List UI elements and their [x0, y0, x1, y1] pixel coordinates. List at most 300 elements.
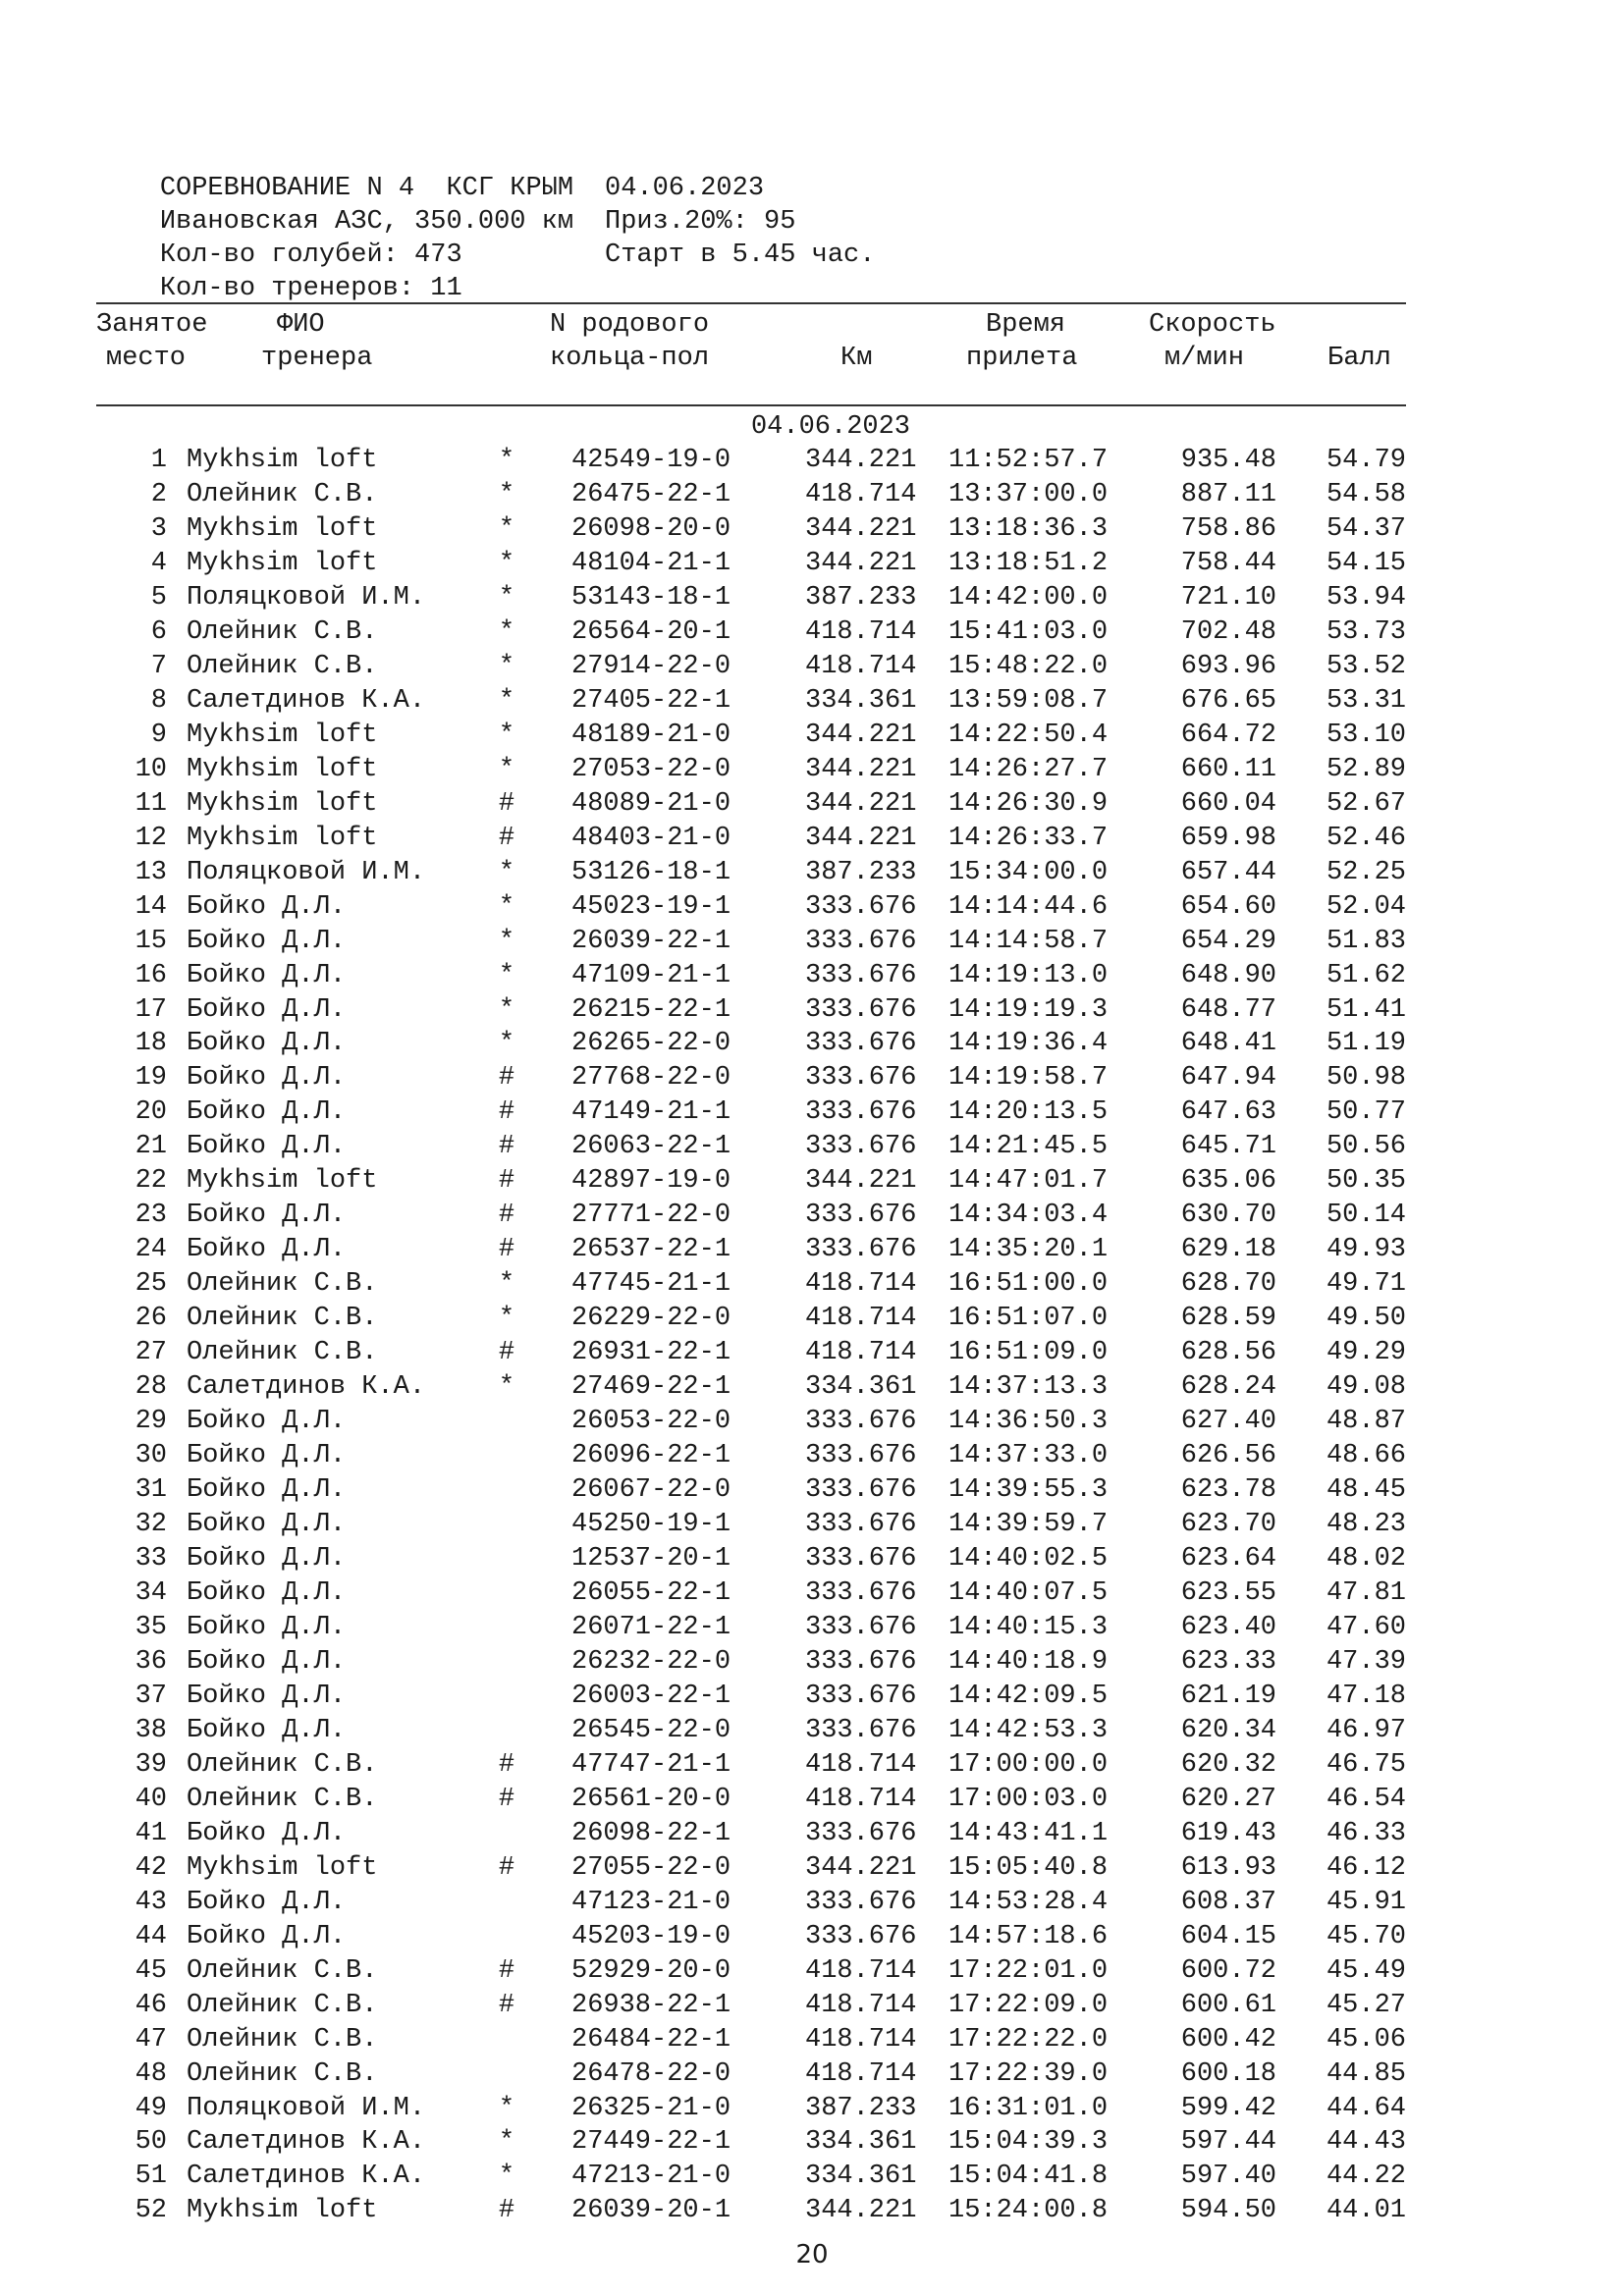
cell-speed: 628.59	[1180, 1304, 1276, 1334]
cell-speed: 627.40	[1180, 1407, 1276, 1437]
cell-speed: 619.43	[1180, 1818, 1276, 1848]
cell-km: 333.676	[805, 1063, 917, 1094]
cell-speed: 721.10	[1180, 582, 1276, 613]
cell-name: Салетдинов К.А.	[187, 685, 426, 716]
cell-ring: 52929-20-0	[571, 1955, 731, 1986]
table-row	[0, 478, 1624, 512]
cell-time: 14:26:27.7	[948, 754, 1109, 784]
date-separator-label: 04.06.2023	[750, 412, 911, 442]
cell-ring: 26561-20-0	[571, 1784, 731, 1814]
cell-name: Олейник С.В.	[187, 651, 378, 681]
cell-name: Бойко Д.Л.	[187, 1063, 347, 1094]
table-row	[0, 1164, 1624, 1199]
cell-time: 14:34:03.4	[948, 1201, 1109, 1231]
cell-place: 17	[135, 994, 167, 1025]
cell-km: 344.221	[805, 754, 917, 784]
col-speed-header-2: м/мин	[1164, 344, 1245, 373]
cell-name: Бойко Д.Л.	[187, 994, 347, 1025]
cell-speed: 629.18	[1180, 1235, 1276, 1265]
cell-name: Поляцковой И.М.	[187, 2093, 426, 2123]
table-row	[0, 615, 1624, 650]
cell-mark: *	[498, 582, 515, 613]
cell-place: 40	[135, 1784, 167, 1814]
prize-count: Приз.20%: 95	[605, 207, 796, 237]
col-ring-header-2: кольца-пол	[550, 344, 710, 373]
cell-km: 333.676	[805, 1510, 917, 1540]
cell-ring: 45023-19-1	[571, 891, 731, 922]
cell-ball: 50.56	[1326, 1132, 1406, 1162]
col-time-header-2: прилета	[966, 344, 1078, 373]
results-table	[0, 444, 1624, 2228]
table-row	[0, 1473, 1624, 1508]
cell-ring: 12537-20-1	[571, 1544, 731, 1574]
cell-mark: *	[498, 720, 515, 750]
cell-place: 16	[135, 960, 167, 990]
table-row	[0, 2092, 1624, 2126]
cell-mark: *	[498, 891, 515, 922]
cell-place: 21	[135, 1132, 167, 1162]
cell-ball: 46.97	[1326, 1715, 1406, 1745]
cell-ring: 47747-21-1	[571, 1749, 731, 1780]
cell-mark: *	[498, 685, 515, 716]
cell-mark: *	[498, 651, 515, 681]
cell-km: 418.714	[805, 1304, 917, 1334]
cell-ring: 48104-21-1	[571, 548, 731, 578]
cell-name: Бойко Д.Л.	[187, 1132, 347, 1162]
cell-ring: 48089-21-0	[571, 788, 731, 819]
cell-ball: 47.81	[1326, 1577, 1406, 1608]
cell-time: 14:39:59.7	[948, 1510, 1109, 1540]
cell-place: 10	[135, 754, 167, 784]
cell-ball: 48.23	[1326, 1510, 1406, 1540]
cell-time: 15:04:41.8	[948, 2162, 1109, 2192]
header-rule-bottom	[96, 404, 1406, 406]
table-row	[0, 1130, 1624, 1164]
cell-name: Mykhsim loft	[187, 788, 378, 819]
cell-time: 14:42:53.3	[948, 1715, 1109, 1745]
cell-time: 16:31:01.0	[948, 2093, 1109, 2123]
cell-place: 44	[135, 1921, 167, 1951]
cell-ball: 52.46	[1326, 823, 1406, 853]
table-row	[0, 1095, 1624, 1130]
cell-km: 334.361	[805, 2162, 917, 2192]
cell-ring: 53126-18-1	[571, 857, 731, 887]
cell-ring: 26096-22-1	[571, 1441, 731, 1471]
cell-speed: 628.70	[1180, 1269, 1276, 1300]
cell-ring: 45203-19-0	[571, 1921, 731, 1951]
cell-place: 2	[150, 479, 167, 509]
header-competition	[96, 138, 574, 203]
cell-mark: *	[498, 548, 515, 578]
table-row	[0, 581, 1624, 615]
table-row	[0, 547, 1624, 581]
cell-ball: 46.12	[1326, 1852, 1406, 1883]
race-location: Ивановская АЗС, 350.000 км	[159, 207, 574, 237]
cell-ball: 49.93	[1326, 1235, 1406, 1265]
cell-time: 17:22:22.0	[948, 2024, 1109, 2055]
cell-place: 41	[135, 1818, 167, 1848]
cell-km: 418.714	[805, 1749, 917, 1780]
cell-km: 344.221	[805, 823, 917, 853]
cell-km: 334.361	[805, 685, 917, 716]
cell-km: 387.233	[805, 582, 917, 613]
cell-ball: 44.43	[1326, 2127, 1406, 2158]
cell-speed: 604.15	[1180, 1921, 1276, 1951]
cell-name: Бойко Д.Л.	[187, 1544, 347, 1574]
cell-ring: 26229-22-0	[571, 1304, 731, 1334]
cell-mark: *	[498, 926, 515, 956]
table-row	[0, 1233, 1624, 1267]
cell-time: 14:42:09.5	[948, 1681, 1109, 1711]
cell-ball: 51.83	[1326, 926, 1406, 956]
cell-km: 334.361	[805, 2127, 917, 2158]
cell-time: 17:00:00.0	[948, 1749, 1109, 1780]
cell-ball: 49.08	[1326, 1372, 1406, 1403]
cell-time: 17:00:03.0	[948, 1784, 1109, 1814]
cell-ball: 47.18	[1326, 1681, 1406, 1711]
cell-speed: 657.44	[1180, 857, 1276, 887]
cell-ball: 53.73	[1326, 616, 1406, 647]
cell-km: 333.676	[805, 1235, 917, 1265]
cell-speed: 623.55	[1180, 1577, 1276, 1608]
cell-km: 344.221	[805, 720, 917, 750]
col-km-header: Км	[840, 344, 873, 373]
cell-time: 17:22:09.0	[948, 1990, 1109, 2020]
cell-mark: #	[498, 1063, 515, 1094]
cell-ring: 27768-22-0	[571, 1063, 731, 1094]
cell-km: 344.221	[805, 513, 917, 544]
cell-speed: 608.37	[1180, 1887, 1276, 1917]
cell-place: 13	[135, 857, 167, 887]
col-name-header-2: тренера	[261, 344, 373, 373]
table-row	[0, 925, 1624, 959]
cell-km: 333.676	[805, 1029, 917, 1059]
cell-km: 333.676	[805, 1544, 917, 1574]
cell-ring: 48403-21-0	[571, 823, 731, 853]
cell-place: 8	[150, 685, 167, 716]
cell-place: 7	[150, 651, 167, 681]
cell-name: Бойко Д.Л.	[187, 1029, 347, 1059]
cell-speed: 621.19	[1180, 1681, 1276, 1711]
cell-time: 17:22:39.0	[948, 2058, 1109, 2089]
cell-ring: 26053-22-0	[571, 1407, 731, 1437]
cell-km: 418.714	[805, 616, 917, 647]
cell-ball: 52.89	[1326, 754, 1406, 784]
cell-ring: 26098-22-1	[571, 1818, 731, 1848]
table-row	[0, 1920, 1624, 1954]
cell-km: 333.676	[805, 994, 917, 1025]
cell-ball: 50.77	[1326, 1097, 1406, 1128]
cell-name: Олейник С.В.	[187, 1749, 378, 1780]
cell-speed: 623.33	[1180, 1646, 1276, 1677]
cell-ring: 47745-21-1	[571, 1269, 731, 1300]
cell-speed: 654.29	[1180, 926, 1276, 956]
cell-name: Олейник С.В.	[187, 1304, 378, 1334]
cell-place: 27	[135, 1338, 167, 1368]
cell-place: 39	[135, 1749, 167, 1780]
cell-mark: #	[498, 1990, 515, 2020]
cell-place: 32	[135, 1510, 167, 1540]
cell-time: 11:52:57.7	[948, 446, 1109, 475]
cell-speed: 613.93	[1180, 1852, 1276, 1883]
cell-km: 418.714	[805, 2024, 917, 2055]
cell-time: 14:37:33.0	[948, 1441, 1109, 1471]
cell-speed: 628.56	[1180, 1338, 1276, 1368]
cell-speed: 648.77	[1180, 994, 1276, 1025]
trainer-count: Кол-во тренеров: 11	[159, 274, 462, 303]
cell-time: 14:53:28.4	[948, 1887, 1109, 1917]
cell-speed: 623.64	[1180, 1544, 1276, 1574]
cell-time: 17:22:01.0	[948, 1955, 1109, 1986]
table-row	[0, 1817, 1624, 1851]
cell-km: 387.233	[805, 2093, 917, 2123]
col-time-header-1: Время	[986, 310, 1066, 340]
cell-name: Олейник С.В.	[187, 1269, 378, 1300]
cell-ring: 53143-18-1	[571, 582, 731, 613]
cell-ring: 26063-22-1	[571, 1132, 731, 1162]
cell-name: Бойко Д.Л.	[187, 1510, 347, 1540]
cell-name: Mykhsim loft	[187, 513, 378, 544]
cell-ring: 26931-22-1	[571, 1338, 731, 1368]
table-row	[0, 1027, 1624, 1061]
cell-ring: 26537-22-1	[571, 1235, 731, 1265]
pigeon-count: Кол-во голубей: 473	[159, 240, 462, 270]
header-trainers-line	[96, 239, 876, 303]
cell-ring: 27055-22-0	[571, 1852, 731, 1883]
cell-ball: 46.75	[1326, 1749, 1406, 1780]
cell-km: 418.714	[805, 2058, 917, 2089]
cell-time: 14:42:00.0	[948, 582, 1109, 613]
cell-ball: 47.60	[1326, 1612, 1406, 1642]
cell-mark: #	[498, 1852, 515, 1883]
cell-km: 333.676	[805, 1646, 917, 1677]
cell-time: 14:57:18.6	[948, 1921, 1109, 1951]
table-row	[0, 2125, 1624, 2160]
table-row	[0, 1954, 1624, 1989]
cell-ring: 26071-22-1	[571, 1612, 731, 1642]
cell-time: 13:37:00.0	[948, 479, 1109, 509]
cell-time: 14:21:45.5	[948, 1132, 1109, 1162]
cell-mark: #	[498, 788, 515, 819]
cell-speed: 654.60	[1180, 891, 1276, 922]
cell-time: 14:26:33.7	[948, 823, 1109, 853]
cell-km: 333.676	[805, 1715, 917, 1745]
cell-speed: 645.71	[1180, 1132, 1276, 1162]
cell-mark: #	[498, 2196, 515, 2226]
cell-time: 15:05:40.8	[948, 1852, 1109, 1883]
cell-name: Mykhsim loft	[187, 1166, 378, 1197]
cell-time: 14:37:13.3	[948, 1372, 1109, 1403]
cell-time: 14:19:19.3	[948, 994, 1109, 1025]
table-row	[0, 1508, 1624, 1542]
cell-speed: 600.72	[1180, 1955, 1276, 1986]
cell-name: Mykhsim loft	[187, 548, 378, 578]
table-row	[0, 1061, 1624, 1095]
cell-name: Олейник С.В.	[187, 616, 378, 647]
cell-name: Mykhsim loft	[187, 720, 378, 750]
cell-mark: *	[498, 2162, 515, 2192]
cell-place: 30	[135, 1441, 167, 1471]
cell-ring: 26055-22-1	[571, 1577, 731, 1608]
cell-place: 42	[135, 1852, 167, 1883]
cell-mark: *	[498, 960, 515, 990]
cell-speed: 597.40	[1180, 2162, 1276, 2192]
cell-place: 46	[135, 1990, 167, 2020]
cell-speed: 660.11	[1180, 754, 1276, 784]
col-ring-header-1: N родового	[550, 310, 710, 340]
cell-time: 13:59:08.7	[948, 685, 1109, 716]
cell-km: 333.676	[805, 1441, 917, 1471]
cell-speed: 597.44	[1180, 2127, 1276, 2158]
cell-ring: 27914-22-0	[571, 651, 731, 681]
cell-ring: 27771-22-0	[571, 1201, 731, 1231]
cell-mark: #	[498, 1132, 515, 1162]
cell-place: 20	[135, 1097, 167, 1128]
cell-place: 37	[135, 1681, 167, 1711]
cell-mark: #	[498, 1784, 515, 1814]
cell-km: 344.221	[805, 2196, 917, 2226]
cell-km: 418.714	[805, 479, 917, 509]
cell-speed: 648.41	[1180, 1029, 1276, 1059]
cell-speed: 628.24	[1180, 1372, 1276, 1403]
cell-name: Бойко Д.Л.	[187, 1646, 347, 1677]
cell-time: 15:24:00.8	[948, 2196, 1109, 2226]
table-row	[0, 2160, 1624, 2194]
cell-ball: 48.02	[1326, 1544, 1406, 1574]
cell-ball: 45.91	[1326, 1887, 1406, 1917]
cell-mark: #	[498, 823, 515, 853]
cell-mark: #	[498, 1201, 515, 1231]
cell-speed: 664.72	[1180, 720, 1276, 750]
cell-speed: 635.06	[1180, 1166, 1276, 1197]
cell-name: Бойко Д.Л.	[187, 1577, 347, 1608]
cell-place: 29	[135, 1407, 167, 1437]
cell-mark: *	[498, 994, 515, 1025]
table-row	[0, 2057, 1624, 2092]
table-row	[0, 1680, 1624, 1714]
cell-place: 14	[135, 891, 167, 922]
cell-km: 333.676	[805, 1097, 917, 1128]
cell-name: Mykhsim loft	[187, 823, 378, 853]
cell-speed: 600.18	[1180, 2058, 1276, 2089]
cell-place: 5	[150, 582, 167, 613]
cell-ring: 26215-22-1	[571, 994, 731, 1025]
cell-ball: 52.04	[1326, 891, 1406, 922]
cell-place: 1	[150, 446, 167, 475]
cell-place: 23	[135, 1201, 167, 1231]
cell-speed: 758.86	[1180, 513, 1276, 544]
cell-km: 344.221	[805, 548, 917, 578]
cell-time: 14:20:13.5	[948, 1097, 1109, 1128]
cell-ring: 48189-21-0	[571, 720, 731, 750]
table-row	[0, 2023, 1624, 2057]
cell-place: 52	[135, 2196, 167, 2226]
cell-speed: 620.27	[1180, 1784, 1276, 1814]
cell-time: 14:19:36.4	[948, 1029, 1109, 1059]
cell-ring: 26475-22-1	[571, 479, 731, 509]
cell-place: 47	[135, 2024, 167, 2055]
cell-speed: 758.44	[1180, 548, 1276, 578]
cell-speed: 623.70	[1180, 1510, 1276, 1540]
cell-name: Бойко Д.Л.	[187, 1201, 347, 1231]
cell-time: 14:26:30.9	[948, 788, 1109, 819]
cell-time: 14:43:41.1	[948, 1818, 1109, 1848]
cell-speed: 887.11	[1180, 479, 1276, 509]
cell-place: 51	[135, 2162, 167, 2192]
table-row	[0, 1199, 1624, 1233]
cell-km: 418.714	[805, 1784, 917, 1814]
cell-name: Бойко Д.Л.	[187, 1407, 347, 1437]
cell-speed: 660.04	[1180, 788, 1276, 819]
cell-ring: 26039-22-1	[571, 926, 731, 956]
cell-ball: 50.35	[1326, 1166, 1406, 1197]
cell-ball: 54.58	[1326, 479, 1406, 509]
cell-speed: 702.48	[1180, 616, 1276, 647]
cell-place: 25	[135, 1269, 167, 1300]
cell-ring: 26484-22-1	[571, 2024, 731, 2055]
cell-mark: *	[498, 1269, 515, 1300]
cell-km: 418.714	[805, 1269, 917, 1300]
cell-name: Салетдинов К.А.	[187, 2162, 426, 2192]
table-row	[0, 1302, 1624, 1336]
cell-ring: 27469-22-1	[571, 1372, 731, 1403]
cell-ring: 42549-19-0	[571, 446, 731, 475]
cell-km: 333.676	[805, 960, 917, 990]
cell-place: 49	[135, 2093, 167, 2123]
cell-ring: 26098-20-0	[571, 513, 731, 544]
cell-mark: #	[498, 1749, 515, 1780]
cell-km: 418.714	[805, 651, 917, 681]
cell-place: 26	[135, 1304, 167, 1334]
cell-time: 14:19:58.7	[948, 1063, 1109, 1094]
cell-place: 15	[135, 926, 167, 956]
cell-ball: 45.27	[1326, 1990, 1406, 2020]
cell-name: Олейник С.В.	[187, 2058, 378, 2089]
cell-km: 333.676	[805, 926, 917, 956]
cell-ring: 26478-22-0	[571, 2058, 731, 2089]
cell-speed: 620.32	[1180, 1749, 1276, 1780]
cell-km: 418.714	[805, 1955, 917, 1986]
table-row	[0, 444, 1624, 478]
cell-km: 344.221	[805, 1166, 917, 1197]
table-row	[0, 1370, 1624, 1405]
table-row	[0, 512, 1624, 547]
cell-mark: #	[498, 1235, 515, 1265]
table-row	[0, 822, 1624, 856]
cell-speed: 659.98	[1180, 823, 1276, 853]
cell-ring: 26564-20-1	[571, 616, 731, 647]
cell-time: 16:51:09.0	[948, 1338, 1109, 1368]
cell-name: Салетдинов К.А.	[187, 1372, 426, 1403]
cell-ball: 52.67	[1326, 788, 1406, 819]
cell-name: Бойко Д.Л.	[187, 1475, 347, 1506]
cell-ball: 51.62	[1326, 960, 1406, 990]
cell-name: Бойко Д.Л.	[187, 1235, 347, 1265]
table-row	[0, 959, 1624, 993]
cell-place: 45	[135, 1955, 167, 1986]
cell-place: 43	[135, 1887, 167, 1917]
cell-km: 344.221	[805, 1852, 917, 1883]
cell-km: 333.676	[805, 1407, 917, 1437]
table-row	[0, 753, 1624, 787]
cell-place: 12	[135, 823, 167, 853]
table-row	[0, 787, 1624, 822]
cell-ball: 45.49	[1326, 1955, 1406, 1986]
cell-ball: 53.94	[1326, 582, 1406, 613]
table-row	[0, 1611, 1624, 1645]
cell-name: Бойко Д.Л.	[187, 926, 347, 956]
cell-time: 15:04:39.3	[948, 2127, 1109, 2158]
